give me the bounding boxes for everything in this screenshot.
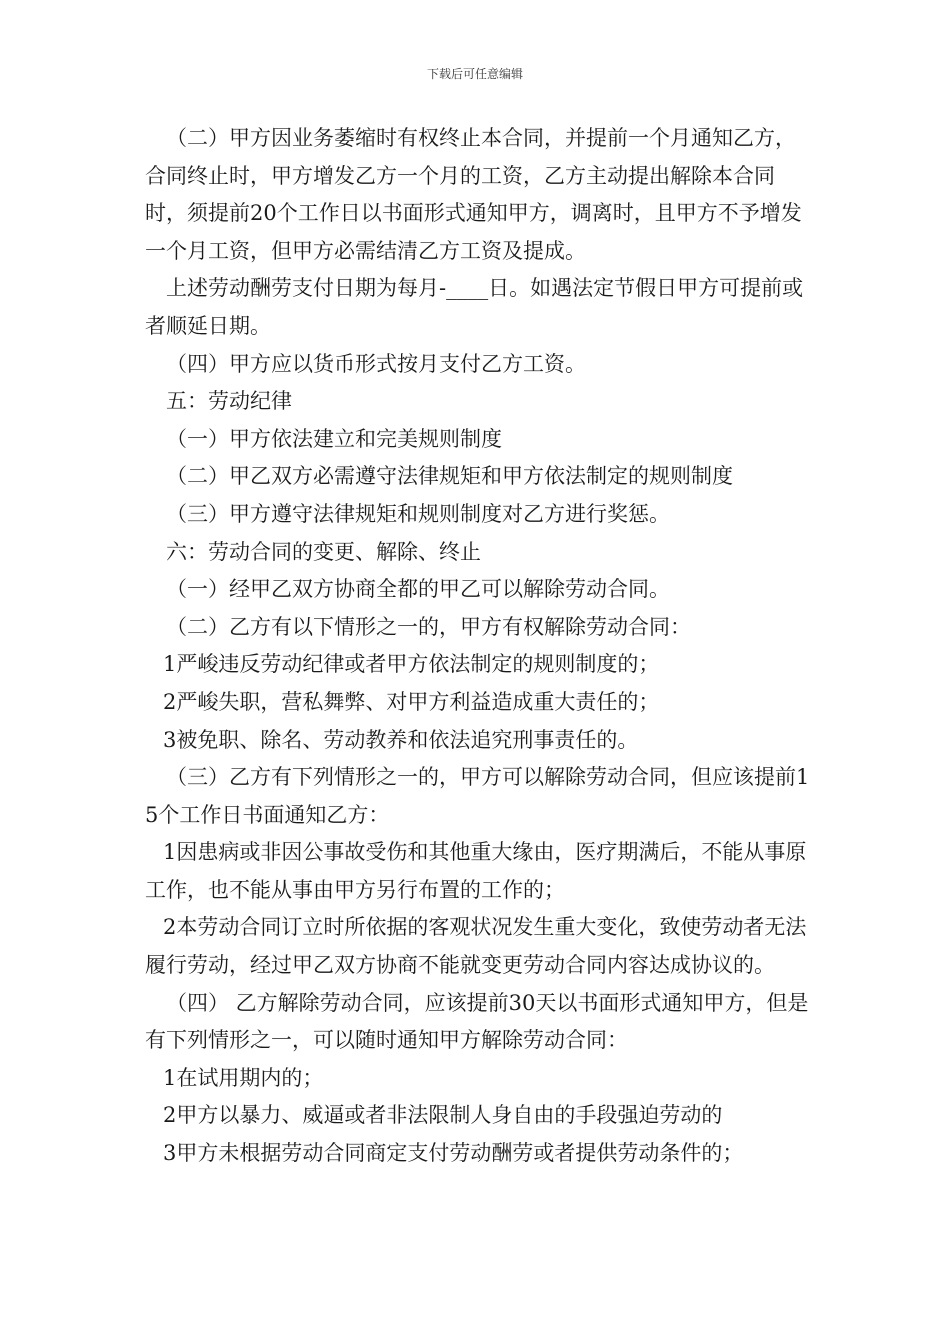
paragraph-discipline-2: （二）甲乙双方必需遵守法律规矩和甲方依法制定的规则制度 [166, 464, 733, 489]
paragraph-currency-payment: （四）甲方应以货币形式按月支付乙方工资。 [166, 351, 586, 376]
list-item-resignation-1: 1在试用期内的； [163, 1065, 324, 1090]
list-item-notice-2: 2本劳动合同订立时所依据的客观状况发生重大变化，致使劳动者无法履行劳动，经过甲乙双方协商不能就变更劳动合同内容达成协议的。 [145, 915, 807, 978]
list-item-resignation-2: 2甲方以暴力、威逼或者非法限制人身自由的手段强迫劳动的 [163, 1103, 723, 1128]
section-heading-labor-discipline: 五：劳动纪律 [166, 389, 292, 414]
list-item-resignation-3: 3甲方未根据劳动合同商定支付劳动酬劳或者提供劳动条件的； [163, 1141, 744, 1166]
paragraph-party-b-resignation: （四） 乙方解除劳动合同，应该提前30天以书面形式通知甲方，但是有下列情形之一，可以随时通知甲方解除劳动合同： [145, 990, 809, 1053]
paragraph-mutual-termination: （一）经甲乙双方协商全都的甲乙可以解除劳动合同。 [166, 577, 670, 602]
paragraph-discipline-1: （一）甲方依法建立和完美规则制度 [166, 426, 502, 451]
list-item-dismissal-3: 3被免职、除名、劳动教养和依法追究刑事责任的。 [163, 727, 639, 752]
document-body [145, 120, 810, 1173]
list-item-notice-1: 1因患病或非因公事故受伤和其他重大缘由，医疗期满后，不能从事原工作，也不能从事由甲方另行布置的工作的； [145, 840, 807, 902]
paragraph-termination-by-party-a: （二）甲方因业务萎缩时有权终止本合同，并提前一个月通知乙方，合同终止时，甲方增发乙方一个月的工资，乙方主动提出解除本合同时，须提前20个工作日以书面形式通知甲方，调离时，且甲方不予增发一个月工资，但甲方必需结清乙方工资及提成。 [145, 126, 802, 263]
section-heading-contract-change: 六：劳动合同的变更、解除、终止 [166, 539, 481, 564]
list-item-dismissal-1: 1严峻违反劳动纪律或者甲方依法制定的规则制度的； [163, 652, 660, 677]
page-header: 下载后可任意编辑 [426, 67, 523, 81]
list-item-dismissal-2: 2严峻失职，营私舞弊、对甲方利益造成重大责任的； [163, 689, 660, 714]
paragraph-dismissal-conditions: （二）乙方有以下情形之一的，甲方有权解除劳动合同： [166, 614, 691, 639]
paragraph-payment-date: 上述劳动酬劳支付日期为每月-____日。如遇法定节假日甲方可提前或者顺延日期。 [145, 276, 804, 338]
paragraph-notice-dismissal: （三）乙方有下列情形之一的，甲方可以解除劳动合同，但应该提前15个工作日书面通知乙方： [145, 765, 810, 827]
paragraph-discipline-3: （三）甲方遵守法律规矩和规则制度对乙方进行奖惩。 [166, 501, 670, 526]
